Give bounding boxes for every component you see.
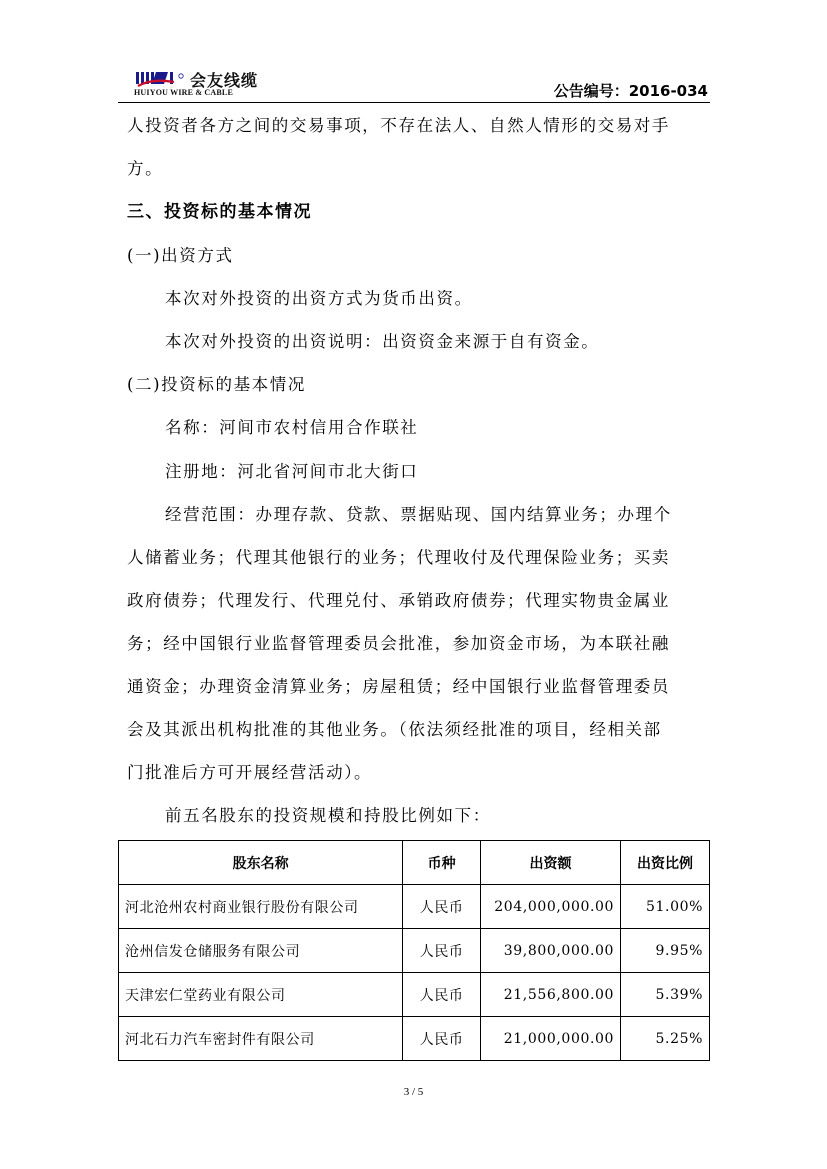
scope-line: 政府债券；代理发行、代理兑付、承销政府债券；代理实物贵金属业 (127, 591, 670, 610)
paragraph-line: 人投资者各方之间的交易事项，不存在法人、自然人情形的交易对手 (127, 116, 670, 135)
header-currency: 币种 (403, 841, 481, 885)
scope-line: 人储蓄业务；代理其他银行的业务；代理收付及代理保险业务；买卖 (127, 548, 670, 567)
cell-amount: 21,000,000.00 (481, 1017, 621, 1061)
scope-line: 经营范围：办理存款、贷款、票据贴现、国内结算业务；办理个 (165, 505, 672, 524)
logo-english-name: HUIYOU WIRE & CABLE (134, 88, 233, 97)
cell-amount: 204,000,000.00 (481, 885, 621, 929)
cell-currency: 人民币 (403, 885, 481, 929)
paragraph-line: 本次对外投资的出资方式为货币出资。 (165, 289, 473, 308)
scope-line: 门批准后方可开展经营活动）。 (127, 763, 373, 782)
cell-ratio: 9.95% (621, 929, 710, 973)
cell-amount: 39,800,000.00 (481, 929, 621, 973)
scope-line: 通资金；办理资金清算业务；房屋租赁；经中国银行业监督管理委员 (127, 677, 670, 696)
table-row (119, 973, 710, 1017)
cell-shareholder-name: 天津宏仁堂药业有限公司 (119, 973, 403, 1017)
cell-ratio: 5.39% (621, 973, 710, 1017)
cell-shareholder-name: 河北沧州农村商业银行股份有限公司 (119, 885, 403, 929)
table-header-row (119, 841, 710, 885)
entity-name-line: 名称：河间市农村信用合作联社 (165, 418, 419, 437)
header-shareholder-name: 股东名称 (119, 841, 403, 885)
section-heading: 三、投资标的基本情况 (127, 202, 312, 222)
header-amount: 出资额 (481, 841, 621, 885)
table-intro: 前五名股东的投资规模和持股比例如下： (165, 806, 491, 825)
cell-shareholder-name: 河北石力汽车密封件有限公司 (119, 1017, 403, 1061)
huiyou-logo-icon (134, 70, 186, 88)
cell-currency: 人民币 (403, 929, 481, 973)
scope-line: 务；经中国银行业监督管理委员会批准，参加资金市场，为本联社融 (127, 634, 670, 653)
page-number: 3 / 5 (403, 1086, 424, 1098)
cell-shareholder-name: 沧州信发仓储服务有限公司 (119, 929, 403, 973)
announcement-number: 公告编号：2016-034 (553, 82, 708, 100)
logo-chinese-name: 会友线缆 (190, 71, 259, 90)
header-ratio: 出资比例 (621, 841, 710, 885)
table-row (119, 885, 710, 929)
paragraph-line: 本次对外投资的出资说明：出资资金来源于自有资金。 (165, 332, 600, 351)
cell-currency: 人民币 (403, 1017, 481, 1061)
page-header (118, 66, 710, 103)
shareholder-table (118, 840, 710, 1061)
paragraph-line: 方。 (127, 159, 164, 178)
subsection-heading: (一)出资方式 (127, 246, 234, 265)
cell-ratio: 5.25% (621, 1017, 710, 1061)
registration-line: 注册地：河北省河间市北大街口 (165, 462, 419, 481)
company-logo (134, 68, 309, 98)
table-row (119, 1017, 710, 1061)
scope-line: 会及其派出机构批准的其他业务。（依法须经批准的项目，经相关部 (127, 720, 662, 739)
cell-ratio: 51.00% (621, 885, 710, 929)
table-row (119, 929, 710, 973)
cell-amount: 21,556,800.00 (481, 973, 621, 1017)
cell-currency: 人民币 (403, 973, 481, 1017)
subsection-heading: (二)投资标的基本情况 (127, 375, 306, 394)
